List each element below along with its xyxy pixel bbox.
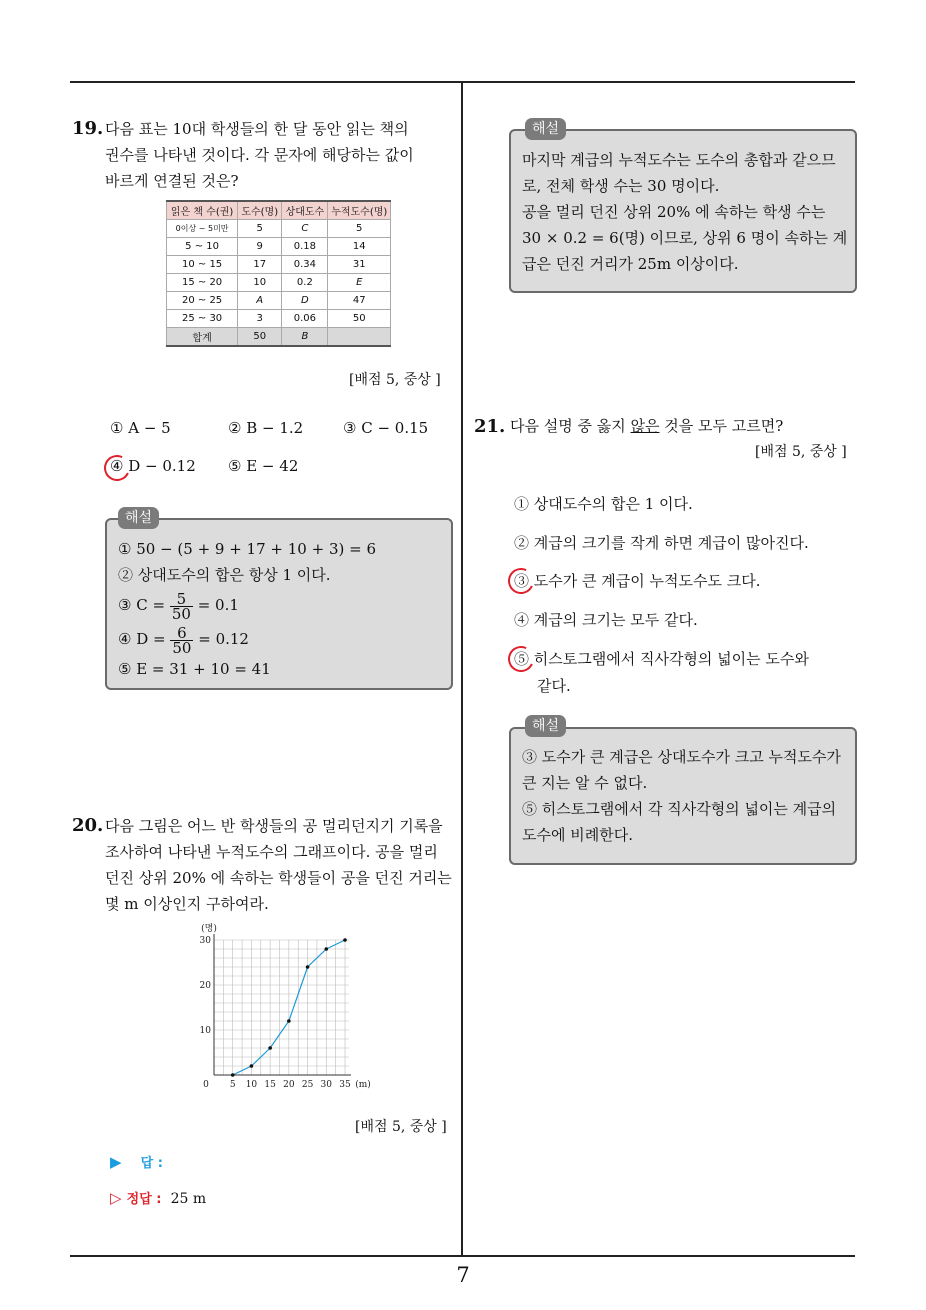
question-19-score: [배점 5, 중상 ] xyxy=(349,372,441,388)
frequency-table xyxy=(166,200,391,347)
q21-explanation-tag: 해설 xyxy=(525,715,566,737)
q19-choice-3[interactable]: ③ C − 0.15 xyxy=(343,419,429,437)
answer-label: 답 : xyxy=(140,1156,163,1171)
q19-choice-4[interactable]: ④ D − 0.12 xyxy=(110,457,196,475)
q21-choice-2[interactable]: ② 계급의 크기를 작게 하면 계급이 많아진다. xyxy=(514,534,809,552)
q19-choice-2[interactable]: ② B − 1.2 xyxy=(228,419,304,437)
table-row: 15 ~ 20 10 0.2 E xyxy=(167,274,391,292)
q21-choice-4[interactable]: ④ 계급의 크기는 모두 같다. xyxy=(514,611,698,629)
q21-choice-3[interactable]: ③ 도수가 큰 계급이 누적도수도 크다. xyxy=(514,572,761,590)
x-tick-label: 30 xyxy=(320,1080,333,1090)
x-tick-label: 0 xyxy=(203,1080,209,1090)
y-tick-label: 20 xyxy=(199,981,211,991)
chart-axes xyxy=(214,934,351,1075)
correct-answer-row xyxy=(110,1188,206,1207)
question-19-number: 19. xyxy=(72,118,104,139)
bottom-rule xyxy=(70,1255,855,1257)
q19-explanation-body: ① 50 − (5 + 9 + 17 + 10 + 3) = 6 ② 상대도수의 합은 항상 1 이다. ③ C = $\frac{5}{50}$ = 0.1 ④ D = $\frac{6}{50}$ = 0.12 ⑤ E = 31 + 10 = 41 xyxy=(118,540,376,678)
q21-explanation-body: ③ 도수가 큰 계급은 상대도수가 크고 누적도수가 큰 지는 알 수 없다. ⑤ 히스토그램에서 각 직사각형의 넓이는 계급의 도수에 비례한다. xyxy=(522,748,841,844)
data-point xyxy=(287,1019,291,1023)
column-divider xyxy=(461,82,463,1256)
q20-explanation-body: 마지막 계급의 누적도수는 도수의 총합과 같으므 로, 전체 학생 수는 30 명이다. 공을 멀리 던진 상위 20% 에 속하는 학생 수는 30 × 0.2 = 6(명) 이므로, 상위 6 명이 속하는 계 급은 던진 거리가 25m 이상이다. xyxy=(522,151,848,273)
y-tick-label: 10 xyxy=(199,1026,211,1036)
question-20-score: [배점 5, 중상 ] xyxy=(355,1119,447,1135)
y-tick-label: 30 xyxy=(199,936,211,946)
question-21-text: 다음 설명 중 옳지 않은 것을 모두 고르면? xyxy=(510,417,784,435)
table-row: 0이상 ~ 5미만 5 C 5 xyxy=(167,220,391,238)
q19-choice-1[interactable]: ① A − 5 xyxy=(110,419,171,437)
answer-row xyxy=(110,1152,163,1171)
cumulative-frequency-chart xyxy=(190,922,380,1092)
x-tick-label: 25 xyxy=(301,1080,314,1090)
data-point xyxy=(231,1073,235,1077)
q21-choice-5[interactable]: ⑤ 히스토그램에서 직사각형의 넓이는 도수와 xyxy=(514,650,809,668)
x-tick-label: 35 xyxy=(339,1080,351,1090)
q19-explanation-tag: 해설 xyxy=(118,507,159,529)
table-row: 20 ~ 25 A D 47 xyxy=(167,292,391,310)
table-row: 25 ~ 30 3 0.06 50 xyxy=(167,310,391,328)
page-number: 7 xyxy=(456,1263,470,1287)
q20-explanation-tag: 해설 xyxy=(525,118,566,140)
table-header: 누적도수(명) xyxy=(328,201,391,220)
x-tick-label: 10 xyxy=(245,1080,258,1090)
data-point xyxy=(324,947,328,951)
table-total-row: 합계 50 B xyxy=(167,328,391,347)
chart-grid xyxy=(214,940,349,1075)
question-21-number: 21. xyxy=(474,416,506,437)
question-20-text: 다음 그림은 어느 반 학생들의 공 멀리던지기 기록을 조사하여 나타낸 누적도수의 그래프이다. 공을 멀리 던진 상위 20% 에 속하는 학생들이 공을 던진 거리는 몇 m 이상인지 구하여라. xyxy=(105,817,452,913)
correct-answer-value: 25 m xyxy=(170,1191,207,1207)
table-header: 도수(명) xyxy=(238,201,282,220)
table-header: 상대도수 xyxy=(282,201,328,220)
correct-arrow-icon: ▷ xyxy=(110,1189,122,1207)
table-row: 5 ~ 10 9 0.18 14 xyxy=(167,238,391,256)
data-point xyxy=(250,1064,254,1068)
table-row: 10 ~ 15 17 0.34 31 xyxy=(167,256,391,274)
q21-choice-5-continued: 같다. xyxy=(537,677,571,695)
x-axis-label: (m) xyxy=(355,1080,371,1090)
table-header: 읽은 책 수(권) xyxy=(167,201,238,220)
question-20-number: 20. xyxy=(72,815,104,836)
y-axis-label: (명) xyxy=(201,924,217,934)
x-tick-label: 20 xyxy=(283,1080,295,1090)
question-19-text: 다음 표는 10대 학생들의 한 달 동안 읽는 책의 권수를 나타낸 것이다. 각 문자에 해당하는 값이 바르게 연결된 것은? xyxy=(105,120,414,190)
question-21-score: [배점 5, 중상 ] xyxy=(755,444,847,460)
q21-choice-1[interactable]: ① 상대도수의 합은 1 이다. xyxy=(514,495,693,513)
q19-choice-5[interactable]: ⑤ E − 42 xyxy=(228,457,299,475)
answer-arrow-icon: ▶ xyxy=(110,1153,122,1171)
x-tick-label: 15 xyxy=(264,1080,276,1090)
data-point xyxy=(306,965,310,969)
x-tick-label: 5 xyxy=(229,1080,236,1090)
data-point xyxy=(343,938,347,942)
correct-answer-label: 정답 : xyxy=(126,1192,162,1207)
data-point xyxy=(268,1046,272,1050)
